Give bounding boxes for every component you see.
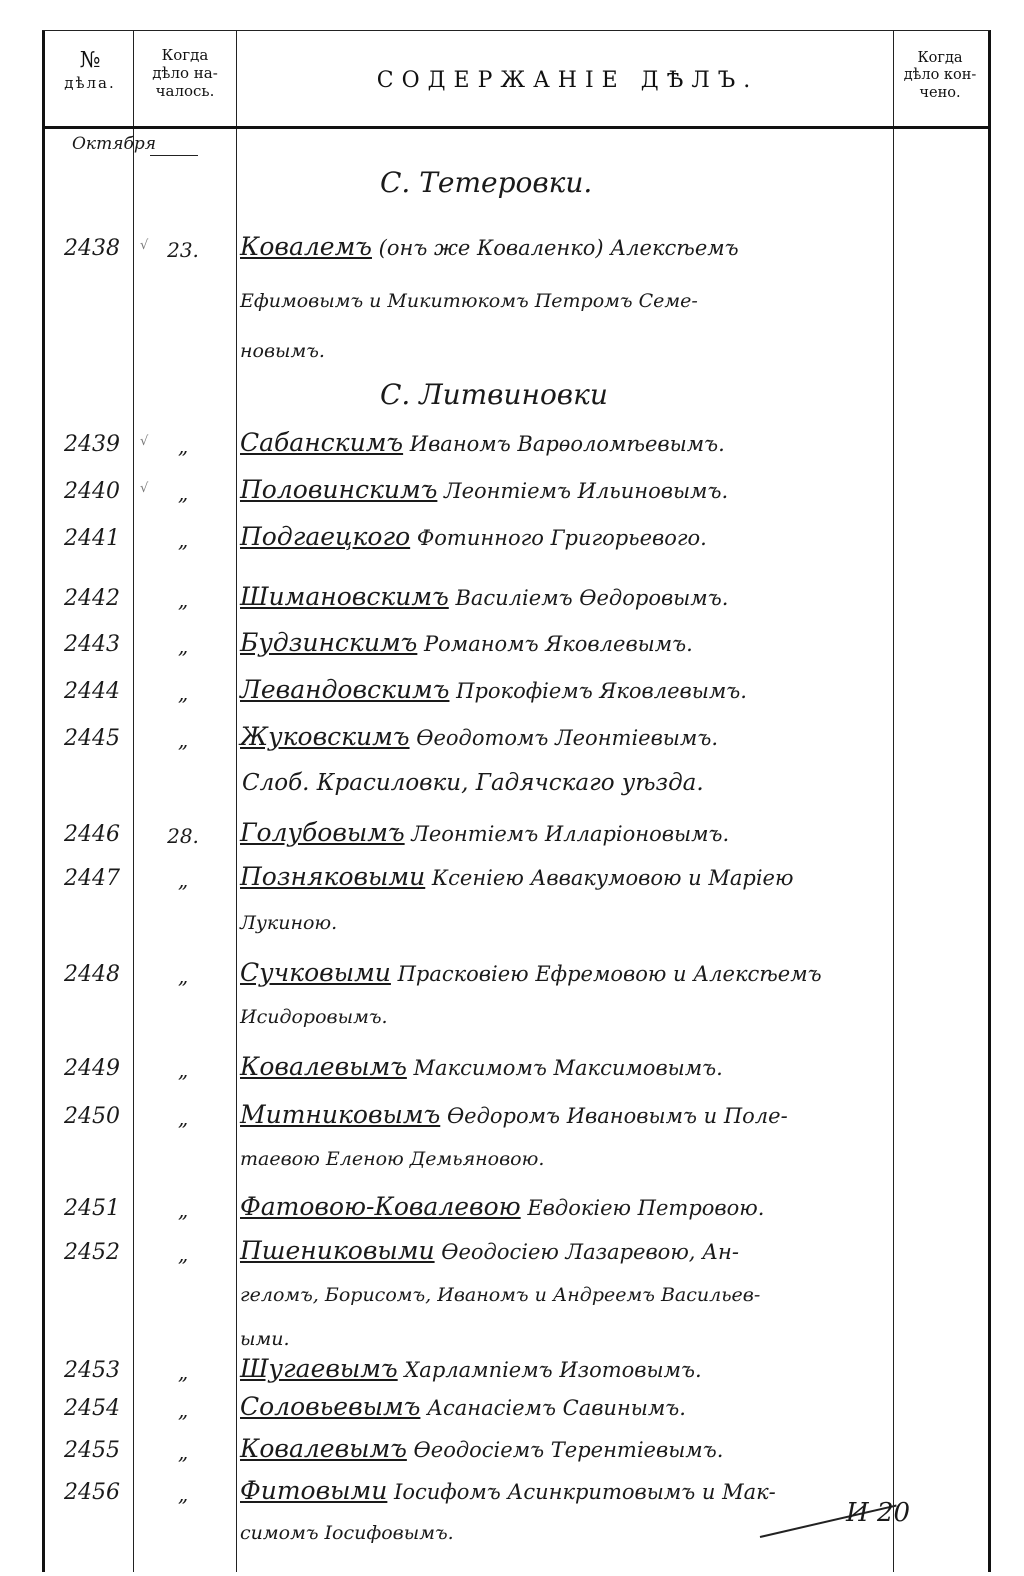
surname: Левандовскимъ bbox=[240, 675, 450, 704]
case-start-date: „ bbox=[177, 681, 189, 705]
case-number: 2439 bbox=[64, 432, 120, 457]
column-header-number bbox=[50, 48, 130, 92]
case-description: Сучковыми Прасковіею Ефремовою и Алексѣемъ bbox=[240, 958, 822, 987]
case-start-date: „ bbox=[177, 1440, 189, 1464]
case-number: 2445 bbox=[64, 726, 120, 751]
surname: Шимановскимъ bbox=[240, 582, 449, 611]
case-description: Шимановскимъ Василіемъ Ѳедоровымъ. bbox=[240, 582, 729, 611]
column-header-number-label: дѣла. bbox=[64, 74, 116, 93]
case-description: Фитовыми Іосифомъ Асинкритовымъ и Мак- bbox=[240, 1476, 776, 1505]
case-description: Соловьевымъ Асанасіемъ Савинымъ. bbox=[240, 1392, 686, 1421]
column-header-start bbox=[135, 46, 235, 100]
case-number: 2456 bbox=[64, 1480, 120, 1505]
case-number: 2444 bbox=[64, 679, 120, 704]
column-header-start-line: чалось. bbox=[155, 82, 215, 100]
case-start-date: „ bbox=[177, 588, 189, 612]
case-start-date: „ bbox=[177, 1482, 189, 1506]
case-number: 2443 bbox=[64, 632, 120, 657]
surname: Ковалемъ bbox=[240, 232, 372, 261]
number-sign: № bbox=[79, 48, 101, 73]
case-description: Жуковскимъ Ѳеодотомъ Леонтіевымъ. bbox=[240, 722, 718, 751]
case-number: 2451 bbox=[64, 1196, 120, 1221]
case-description: Будзинскимъ Романомъ Яковлевымъ. bbox=[240, 628, 693, 657]
col-divider-1 bbox=[133, 30, 134, 1572]
case-start-date: „ bbox=[177, 528, 189, 552]
case-description-continued: геломъ, Борисомъ, Иваномъ и Андреемъ Васильев- bbox=[240, 1284, 761, 1306]
case-start-date: „ bbox=[177, 1198, 189, 1222]
case-number: 2442 bbox=[64, 586, 120, 611]
surname: Ковалевымъ bbox=[240, 1052, 407, 1081]
month-label: Октября bbox=[72, 134, 156, 154]
case-start-date: „ bbox=[177, 1106, 189, 1130]
case-description: Ковалевымъ Ѳеодосіемъ Терентіевымъ. bbox=[240, 1434, 724, 1463]
case-description: Левандовскимъ Прокофіемъ Яковлевымъ. bbox=[240, 675, 747, 704]
case-number: 2447 bbox=[64, 866, 120, 891]
case-start-date: „ bbox=[177, 481, 189, 505]
column-header-end bbox=[895, 50, 985, 102]
case-number: 2453 bbox=[64, 1358, 120, 1383]
case-description-continued: Ефимовымъ и Микитюкомъ Петромъ Семе- bbox=[240, 290, 698, 312]
case-start-date: „ bbox=[177, 434, 189, 458]
left-border bbox=[42, 30, 45, 1572]
case-number: 2452 bbox=[64, 1240, 120, 1265]
case-number: 2455 bbox=[64, 1438, 120, 1463]
case-start-date: „ bbox=[177, 1360, 189, 1384]
case-start-date: „ bbox=[177, 964, 189, 988]
column-header-content: СОДЕРЖАНІЕ ДѢЛЪ. bbox=[376, 68, 759, 93]
case-description-continued: таевою Еленою Демьяновою. bbox=[240, 1148, 545, 1170]
check-mark: √ bbox=[140, 481, 149, 496]
surname: Позняковыми bbox=[240, 862, 426, 891]
case-description-continued: Исидоровымъ. bbox=[240, 1006, 388, 1028]
village-heading: Слоб. Красиловки, Гадячскаго уѣзда. bbox=[242, 770, 704, 796]
surname: Будзинскимъ bbox=[240, 628, 418, 657]
case-start-date: „ bbox=[177, 728, 189, 752]
surname: Пшениковыми bbox=[240, 1236, 435, 1265]
case-description-continued: новымъ. bbox=[240, 340, 325, 362]
case-description-continued: Лукиною. bbox=[240, 912, 338, 934]
surname: Шугаевымъ bbox=[240, 1354, 398, 1383]
village-heading: С. Тетеровки. bbox=[380, 166, 593, 199]
month-underline bbox=[150, 155, 198, 156]
surname: Голубовымъ bbox=[240, 818, 405, 847]
surname: Половинскимъ bbox=[240, 475, 438, 504]
surname: Митниковымъ bbox=[240, 1100, 441, 1129]
case-description: Пшениковыми Ѳеодосіею Лазаревою, Ан- bbox=[240, 1236, 739, 1265]
case-start-date: „ bbox=[177, 634, 189, 658]
check-mark: √ bbox=[140, 434, 149, 449]
column-header-start-line: дѣло на- bbox=[152, 64, 218, 82]
case-description: Шугаевымъ Харлампіемъ Изотовымъ. bbox=[240, 1354, 702, 1383]
case-start-date: „ bbox=[177, 1242, 189, 1266]
case-description: Ковалевымъ Максимомъ Максимовымъ. bbox=[240, 1052, 723, 1081]
case-description: Фатовою-Ковалевою Евдокіею Петровою. bbox=[240, 1192, 765, 1221]
check-mark: √ bbox=[140, 238, 149, 253]
case-number: 2441 bbox=[64, 526, 120, 551]
case-number: 2446 bbox=[64, 822, 120, 847]
surname: Подгаецкого bbox=[240, 522, 411, 551]
case-number: 2454 bbox=[64, 1396, 120, 1421]
page-mark: И 20 bbox=[846, 1498, 911, 1528]
column-header-start-line: Когда bbox=[161, 46, 209, 64]
case-description-continued: симомъ Іосифовымъ. bbox=[240, 1522, 454, 1544]
surname: Сучковыми bbox=[240, 958, 391, 987]
case-description: Митниковымъ Ѳедоромъ Ивановымъ и Поле- bbox=[240, 1100, 788, 1129]
column-header-end-line: дѣло кон- bbox=[903, 67, 977, 84]
surname: Сабанскимъ bbox=[240, 428, 404, 457]
case-start-date: „ bbox=[177, 1058, 189, 1082]
case-number: 2450 bbox=[64, 1104, 120, 1129]
case-description: Сабанскимъ Иваномъ Варѳоломѣевымъ. bbox=[240, 428, 725, 457]
case-number: 2448 bbox=[64, 962, 120, 987]
top-border bbox=[42, 30, 990, 31]
right-border bbox=[988, 30, 991, 1572]
case-start-date: „ bbox=[177, 868, 189, 892]
village-heading: С. Литвиновки bbox=[380, 378, 608, 411]
case-description: Ковалемъ (онъ же Коваленко) Алексѣемъ bbox=[240, 232, 739, 261]
surname: Фатовою-Ковалевою bbox=[240, 1192, 521, 1221]
case-start-date: „ bbox=[177, 1398, 189, 1422]
case-number: 2440 bbox=[64, 479, 120, 504]
case-description: Половинскимъ Леонтіемъ Ильиновымъ. bbox=[240, 475, 729, 504]
column-header-end-line: Когда bbox=[917, 50, 963, 66]
case-description: Подгаецкого Фотинного Григорьевого. bbox=[240, 522, 707, 551]
case-start-date: 23. bbox=[167, 238, 199, 262]
case-description: Позняковыми Ксеніею Аввакумовою и Маріею bbox=[240, 862, 794, 891]
case-number: 2449 bbox=[64, 1056, 120, 1081]
surname: Ковалевымъ bbox=[240, 1434, 407, 1463]
surname: Жуковскимъ bbox=[240, 722, 410, 751]
col-divider-2 bbox=[236, 30, 237, 1572]
case-number: 2438 bbox=[64, 236, 120, 261]
surname: Фитовыми bbox=[240, 1476, 388, 1505]
column-header-end-line: чено. bbox=[919, 84, 961, 101]
col-divider-3 bbox=[893, 30, 894, 1572]
surname: Соловьевымъ bbox=[240, 1392, 421, 1421]
case-description: Голубовымъ Леонтіемъ Илларіоновымъ. bbox=[240, 818, 730, 847]
case-start-date: 28. bbox=[167, 824, 199, 848]
header-divider bbox=[42, 126, 990, 129]
case-description-continued: ыми. bbox=[240, 1328, 290, 1350]
